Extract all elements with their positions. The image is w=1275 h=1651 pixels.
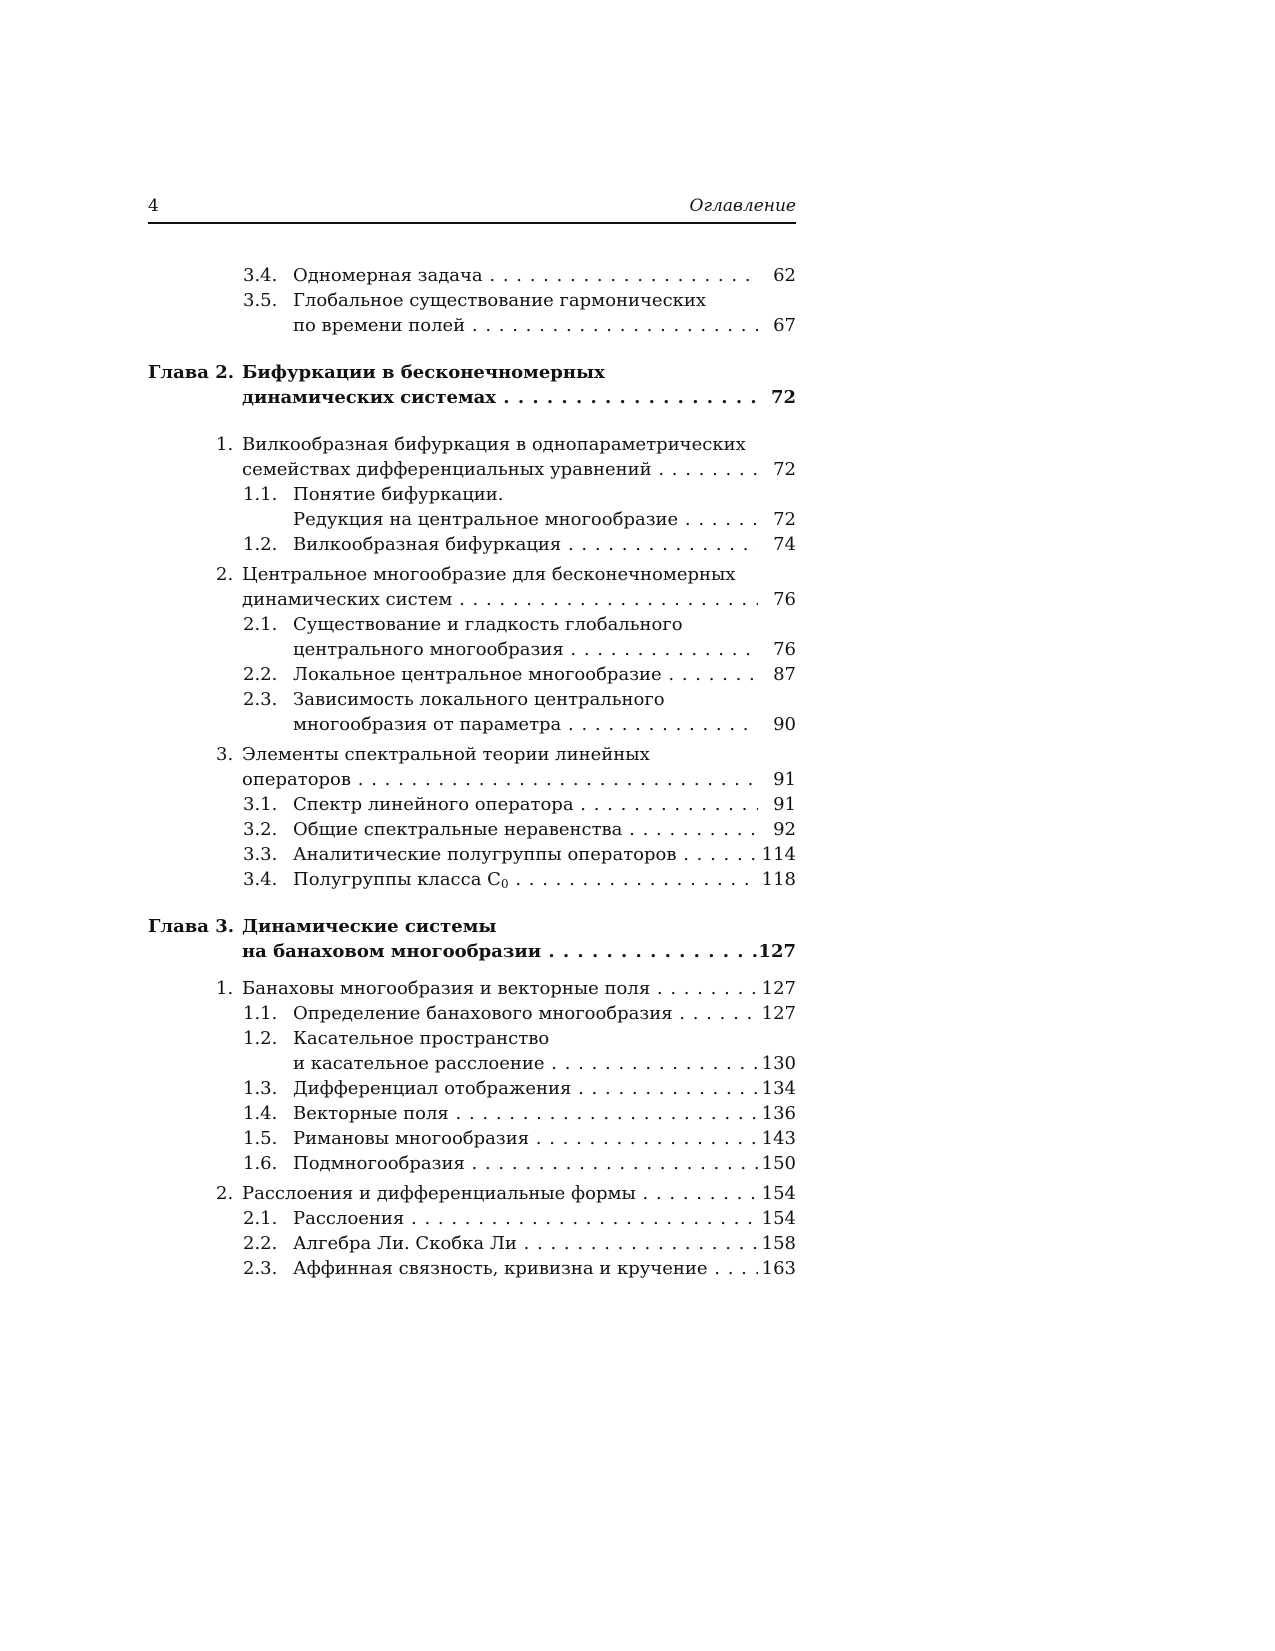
entry-page: 118 <box>761 869 796 890</box>
entry-page: 72 <box>773 509 796 530</box>
entry-page: 134 <box>761 1078 796 1099</box>
chapter-title-cont: динамических системах . . . <box>242 385 758 410</box>
toc-entry-1-3-4[interactable] <box>148 263 796 288</box>
entry-page: 76 <box>773 589 796 610</box>
entry-title-cont: по времени полей . . . <box>293 313 758 338</box>
entry-number: 1. <box>216 434 234 455</box>
toc-entry-2-3-4[interactable] <box>148 867 796 892</box>
entry-number: 1.3. <box>243 1078 278 1099</box>
entry-page: 143 <box>761 1128 796 1149</box>
entry-title: Расслоения . . . <box>293 1206 758 1231</box>
entry-number: 2. <box>216 564 234 585</box>
entry-page: 114 <box>761 844 796 865</box>
toc-entry-2-2-1-cont[interactable] <box>148 637 796 662</box>
entry-title: Подмногообразия . . . <box>293 1151 758 1176</box>
running-header <box>148 196 796 224</box>
entry-title: Вилкообразная бифуркация в однопараметрических <box>242 434 746 455</box>
entry-page: 154 <box>761 1183 796 1204</box>
entry-page: 150 <box>761 1153 796 1174</box>
entry-title-cont: операторов . . . <box>242 767 758 792</box>
chapter-page: 72 <box>770 387 796 408</box>
entry-page: 91 <box>773 794 796 815</box>
toc-entry-3-1-1[interactable] <box>148 1001 796 1026</box>
entry-number: 3.3. <box>243 844 278 865</box>
toc-entry-2-3-3[interactable] <box>148 842 796 867</box>
toc-entry-3-1-6[interactable] <box>148 1151 796 1176</box>
entry-page: 76 <box>773 639 796 660</box>
entry-title-cont: Редукция на центральное многообразие . . . <box>293 507 758 532</box>
entry-page: 92 <box>773 819 796 840</box>
entry-title: Касательное пространство <box>293 1028 550 1049</box>
chapter-label: Глава 3. <box>148 916 235 937</box>
entry-title: Римановы многообразия . . . <box>293 1126 758 1151</box>
entry-number: 1.2. <box>243 1028 278 1049</box>
toc-entry-2-1-2[interactable] <box>148 532 796 557</box>
toc-entry-3-1-2[interactable] <box>148 1026 796 1051</box>
toc-entry-1-3-5-cont[interactable] <box>148 313 796 338</box>
entry-title: Аналитические полугруппы операторов . . . <box>293 842 758 867</box>
chapter-page: 127 <box>758 941 796 962</box>
entry-page: 130 <box>761 1053 796 1074</box>
entry-number: 3.4. <box>243 869 278 890</box>
toc-entry-2-2-2[interactable] <box>148 662 796 687</box>
toc-entry-2-3-2[interactable] <box>148 817 796 842</box>
entry-title-cont: семействах дифференциальных уравнений . . . <box>242 457 758 482</box>
entry-page: 127 <box>761 1003 796 1024</box>
entry-number: 3.2. <box>243 819 278 840</box>
entry-title-cont: и касательное расслоение . . . <box>293 1051 758 1076</box>
entry-title: Алгебра Ли. Скобка Ли . . . <box>293 1231 758 1256</box>
toc-entry-2-2-3-cont[interactable] <box>148 712 796 737</box>
entry-number: 2.1. <box>243 1208 278 1229</box>
toc-entry-1-3-5[interactable] <box>148 288 796 313</box>
entry-number: 1.4. <box>243 1103 278 1124</box>
entry-number: 2.2. <box>243 664 278 685</box>
entry-title: Зависимость локального центрального <box>293 689 665 710</box>
entry-page: 91 <box>773 769 796 790</box>
entry-title: Дифференциал отображения . . . <box>293 1076 758 1101</box>
toc-entry-2-1-cont[interactable] <box>148 457 796 482</box>
chapter-title: Бифуркации в бесконечномерных <box>242 362 605 383</box>
entry-number: 1.6. <box>243 1153 278 1174</box>
chapter-label: Глава 2. <box>148 362 235 383</box>
subscript: 0 <box>500 877 509 891</box>
entry-title: Вилкообразная бифуркация . . . <box>293 532 758 557</box>
entry-page: 163 <box>761 1258 796 1279</box>
entry-number: 2. <box>216 1183 234 1204</box>
chapter-title-cont: на банаховом многообразии . . . <box>242 939 758 964</box>
toc-entry-3-1-2-cont[interactable] <box>148 1051 796 1076</box>
entry-title: Локальное центральное многообразие . . . <box>293 662 758 687</box>
entry-title: Одномерная задача . . . <box>293 263 758 288</box>
chapter-title: Динамические системы <box>242 916 497 937</box>
toc-chapter-3-cont[interactable] <box>148 939 796 964</box>
entry-number: 2.1. <box>243 614 278 635</box>
entry-page: 62 <box>773 265 796 286</box>
toc-entry-3-1-4[interactable] <box>148 1101 796 1126</box>
toc-entry-2-3-1[interactable] <box>148 792 796 817</box>
entry-title: Элементы спектральной теории линейных <box>242 744 650 765</box>
entry-page: 90 <box>773 714 796 735</box>
toc-entry-2-3[interactable] <box>148 742 796 767</box>
toc-entry-2-2[interactable] <box>148 562 796 587</box>
entry-title: Общие спектральные неравенства . . . <box>293 817 758 842</box>
toc-entry-3-2-2[interactable] <box>148 1231 796 1256</box>
entry-page: 72 <box>773 459 796 480</box>
toc-entry-3-2[interactable] <box>148 1181 796 1206</box>
entry-page: 74 <box>773 534 796 555</box>
entry-number: 3.4. <box>243 265 278 286</box>
entry-title: Спектр линейного оператора . . . <box>293 792 758 817</box>
entry-page: 67 <box>773 315 796 336</box>
toc-entry-3-1[interactable] <box>148 976 796 1001</box>
entry-title: Глобальное существование гармонических <box>293 290 707 311</box>
entry-page: 158 <box>761 1233 796 1254</box>
entry-page: 87 <box>773 664 796 685</box>
toc-entry-2-2-cont[interactable] <box>148 587 796 612</box>
toc-entry-2-1[interactable] <box>148 432 796 457</box>
entry-title: Расслоения и дифференциальные формы . . . <box>242 1181 758 1206</box>
table-of-contents <box>148 263 796 1281</box>
entry-number: 1.2. <box>243 534 278 555</box>
entry-title: Векторные поля . . . <box>293 1101 758 1126</box>
entry-number: 3.5. <box>243 290 278 311</box>
entry-title-cont: центрального многообразия . . . <box>293 637 758 662</box>
toc-chapter-2[interactable] <box>148 360 796 385</box>
entry-number: 1.1. <box>243 1003 278 1024</box>
entry-number: 2.2. <box>243 1233 278 1254</box>
entry-title-cont: многообразия от параметра . . . <box>293 712 758 737</box>
toc-entry-3-1-5[interactable] <box>148 1126 796 1151</box>
toc-entry-2-3-cont[interactable] <box>148 767 796 792</box>
entry-number: 3.1. <box>243 794 278 815</box>
entry-title: Существование и гладкость глобального <box>293 614 683 635</box>
entry-title: Понятие бифуркации. <box>293 484 504 505</box>
entry-title-cont: динамических систем . . . <box>242 587 758 612</box>
entry-number: 1.5. <box>243 1128 278 1149</box>
toc-entry-3-2-1[interactable] <box>148 1206 796 1231</box>
entry-number: 2.3. <box>243 1258 278 1279</box>
entry-page: 154 <box>761 1208 796 1229</box>
toc-chapter-3[interactable] <box>148 914 796 939</box>
entry-page: 136 <box>761 1103 796 1124</box>
toc-entry-3-2-3[interactable] <box>148 1256 796 1281</box>
toc-entry-2-2-1[interactable] <box>148 612 796 637</box>
toc-entry-3-1-3[interactable] <box>148 1076 796 1101</box>
toc-chapter-2-cont[interactable] <box>148 385 796 410</box>
header-title: Оглавление <box>689 196 796 216</box>
toc-entry-2-1-1[interactable] <box>148 482 796 507</box>
toc-entry-2-1-1-cont[interactable] <box>148 507 796 532</box>
toc-entry-2-2-3[interactable] <box>148 687 796 712</box>
entry-number: 1. <box>216 978 234 999</box>
entry-number: 2.3. <box>243 689 278 710</box>
entry-title: Аффинная связность, кривизна и кручение . . . <box>293 1256 758 1281</box>
entry-number: 3. <box>216 744 234 765</box>
entry-title-text: Полугруппы класса C <box>293 869 501 890</box>
entry-title <box>293 867 758 897</box>
header-page-number: 4 <box>148 196 159 216</box>
entry-title: Определение банахового многообразия . . . <box>293 1001 758 1026</box>
entry-number: 1.1. <box>243 484 278 505</box>
entry-page: 127 <box>761 978 796 999</box>
entry-title: Центральное многообразие для бесконечномерных <box>242 564 736 585</box>
entry-title: Банаховы многообразия и векторные поля . . . <box>242 976 758 1001</box>
